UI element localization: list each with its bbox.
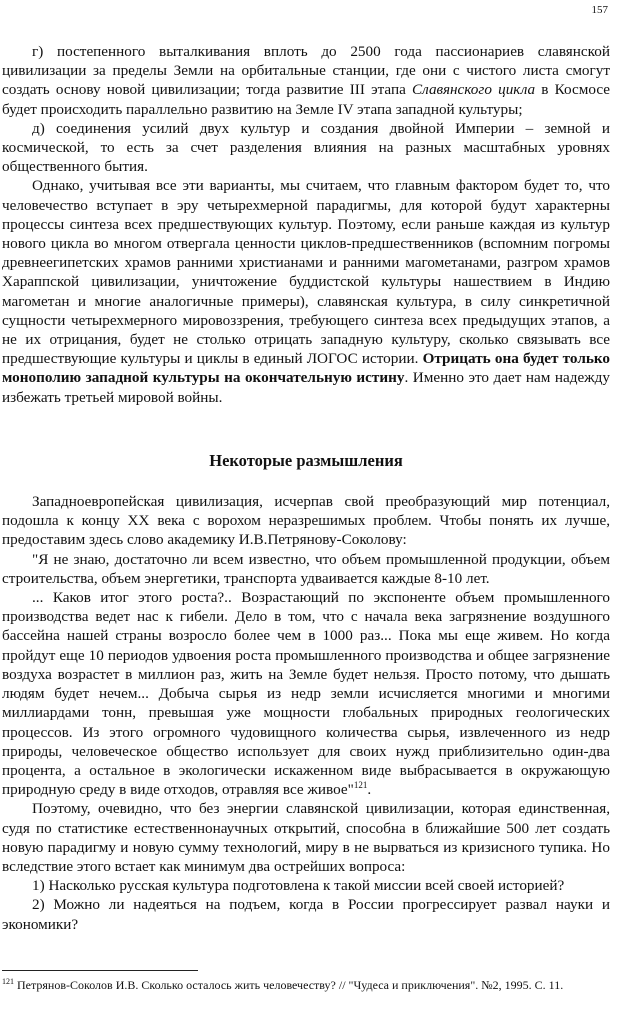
footnote-divider: [2, 970, 198, 971]
paragraph-conclusion: Однако, учитывая все эти варианты, мы считаем, что главным фактором будет то, что человечество вступает в эру четырехмерной парадигмы, для которой будут характерны процессы синтеза всех предшествующих культур. Поэтому, если раньше каждая из культур нового цикла во многом отвергала ценности циклов-предшественников (вспомним погромы древнеегипетских храмов ранними христианами и ранними магометанами, разгром храмов Хараппской цивилизации, уничтожение буддистской культуры нашествием в Индию магометан и многие аналогичные примеры), славянская культура, в силу синкретичной сущности четырехмерного мировоззрения, требующего синтеза всех предыдущих этапов, а не их отрицания, будет не столько отрицать западную культуру, сколько связывать все предшествующие культуры и циклы в единый ЛОГОС истории. Отрицать она будет только монополию западной культуры на окончательную истину. Именно это дает нам надежду избежать третьей мировой войны.: [2, 177, 611, 406]
body-text: [2, 42, 610, 934]
paragraph-option-g: г) постепенного выталкивания вплоть до 2500 года пассионариев славянской цивилизации за пределы Земли на орбитальные станции, где они с чистого листа смогут создать основу новой цивилизации; тогда развитие III этапа Славянского цикла в Космосе будет происходить параллельно развитию на Земле IV этапа западной культуры;: [2, 43, 610, 118]
footnote-marker: 121: [2, 977, 14, 986]
question-2: 2) Можно ли надеяться на подъем, когда в России прогрессирует развал науки и экономики?: [2, 896, 610, 933]
footnote: [2, 978, 606, 993]
section-heading: Некоторые размышления: [209, 450, 403, 470]
paragraph-quote-start: "Я не знаю, достаточно ли всем известно, что объем промышленной продукции, объем строительства, объем энергетики, транспорта удваивается каждые 8-10 лет.: [2, 550, 610, 587]
page-number: 157: [591, 4, 608, 16]
paragraph-quote-body: ... Каков итог этого роста?.. Возрастающий по экспоненте объем промышленного производства ведет нас к гибели. Дело в том, что с начала века загрязнение воздушного бассейна нашей страны возросло более чем в 1000 раз... Пока мы еще живем. Но когда пройдут еще 10 периодов удвоения роста промышленного производства и общее загрязнение воздуха возрастет в миллион раз, жить на Земле будет нельзя. Просто потому, что дышать людям будет нечем... Добыча сырья из недр земли исчисляется многими и многими миллиардами тонн, превышая уже мощности глобальных природных геологических процессов. Из этого огромного чудовищного количества сырья, извлеченного из недр природы, человеческое общество использует для своих нужд приблизительно один-два процента, а остальное в экологически искаженном виде выбрасывается в окружающую природную среду в виде отходов, отравляя все живое"$^{121}$.: [2, 589, 610, 799]
footnote-text: Петрянов-Соколов И.В. Сколько осталось жить человечеству? // "Чудеса и приключения". №2, 1995. С. 11.: [14, 978, 564, 992]
italic-term: Славянского цикла: [412, 81, 536, 99]
question-1: 1) Насколько русская культура подготовлена к такой миссии всей своей историей?: [32, 877, 565, 895]
bold-statement: Отрицать она будет только монополию западной культуры на окончательную истину: [2, 350, 611, 387]
paragraph-option-d: д) соединения усилий двух культур и создания двойной Империи – земной и космической, то есть за счет разделения влияния на разных масштабных уровнях общественного бытия.: [2, 119, 610, 176]
paragraph-therefore: Поэтому, очевидно, что без энергии славянской цивилизации, которая единственная, судя по статистике естественнонаучных открытий, способна в ближайшие 500 лет создать новую парадигму и новую сумму технологий, миру в не вырваться из кризисного тупика. Но вследствие этого встает как минимум два острейших вопроса:: [2, 800, 610, 875]
footnote-reference[interactable]: 121: [353, 780, 368, 791]
paragraph-intro: Западноевропейская цивилизация, исчерпав свой преобразующий мир потенциал, подошла к концу XX века с ворохом неразрешимых проблем. Чтобы понять их лучше, предоставим здесь слово академику И.В.Петрянову-Соколову:: [2, 493, 610, 549]
